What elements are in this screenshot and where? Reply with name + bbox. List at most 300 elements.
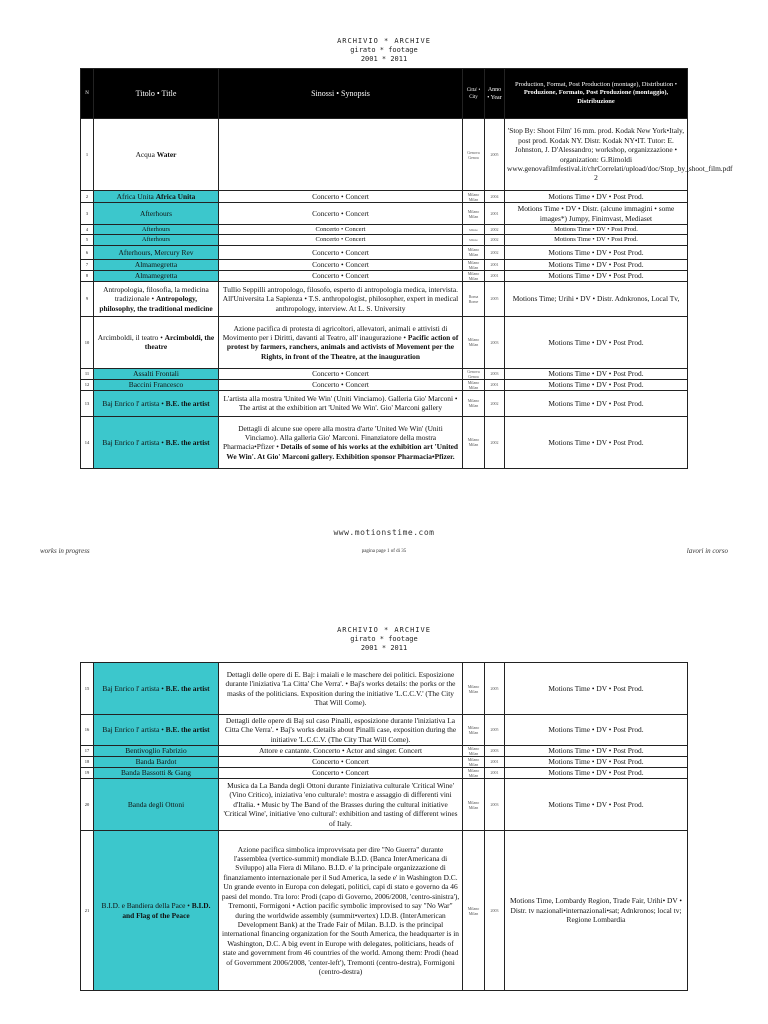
- row-synopsis: [219, 270, 463, 281]
- row-synopsis-text: Concerto • Concert: [312, 271, 369, 281]
- row-year-text: 2005: [490, 727, 499, 733]
- row-city-text: Milano Milan: [467, 398, 480, 409]
- row-synopsis: [219, 368, 463, 379]
- row-number-text: 7: [85, 262, 89, 268]
- row-title-text: Banda degli Ottoni: [127, 799, 185, 809]
- table-row: [81, 390, 688, 416]
- row-number-text: 17: [84, 748, 90, 754]
- row-city-text: Milano Milan: [467, 799, 480, 810]
- row-title-text: Baj Enrico l' artista •: [102, 437, 164, 447]
- row-city-text: Milano Milan: [467, 191, 480, 202]
- row-synopsis-english: Pacific action of protest by farmers, ranchers, animals and activists of Movement per the Rights, in front of the Theatre, at the inauguration: [226, 332, 459, 361]
- row-number: [81, 119, 94, 191]
- row-synopsis: [219, 831, 463, 991]
- col-synopsis-header: Sinossi • Synopsis: [219, 69, 463, 119]
- row-title-english: Antropology, philosophy, the traditional medicine: [99, 294, 213, 313]
- row-year: [485, 119, 505, 191]
- row-city: [463, 203, 485, 225]
- row-city-text: Milano Milan: [467, 379, 480, 390]
- row-number-text: 3: [85, 210, 89, 216]
- row-city: [463, 316, 485, 368]
- row-title: [94, 225, 219, 235]
- row-city-text: Milano Milan: [467, 905, 480, 916]
- row-city-text: Milano Milan: [467, 259, 480, 270]
- row-city: [463, 831, 485, 991]
- row-city: [463, 390, 485, 416]
- row-year-text: 2001: [490, 759, 499, 765]
- row-title-text: Almamegretta: [134, 271, 178, 281]
- row-title: [94, 390, 219, 416]
- row-production: [505, 379, 688, 390]
- row-city: [463, 779, 485, 831]
- row-title-english: Arcimboldi, the theatre: [144, 332, 215, 352]
- row-city: [463, 663, 485, 715]
- row-number: [81, 831, 94, 991]
- row-number-text: 11: [84, 371, 90, 377]
- row-number: [81, 379, 94, 390]
- col-city-header: Citta' • City: [463, 69, 485, 119]
- row-production: [505, 191, 688, 203]
- row-title-text: Banda Bassotti & Gang: [121, 768, 191, 778]
- row-production-text: Motions Time • DV • Post Prod.: [548, 799, 644, 809]
- row-year: [485, 768, 505, 779]
- row-year: [485, 779, 505, 831]
- row-city: [463, 757, 485, 768]
- row-year-text: 2003: [490, 907, 499, 913]
- row-year-text: 2005: [490, 151, 499, 157]
- row-production-text: 'Stop By: Shoot Film' 16 mm. prod. Kodak New York•Italy, post prod. Kodak NY. Distr. Kodak NY•IT. Tutor: E. Johnston, J. D'Alessandro; workshop, organizzazione • organization: G.Rimoldi www.genovafilmfestival.it/chrCorrelati/upload/doc/Stop_by_shoot_film.pdf 2: [507, 126, 733, 183]
- row-title-text: Afterhours, Mercury Rev: [118, 247, 194, 257]
- row-production: [505, 715, 688, 746]
- row-title-text: Baj Enrico l' artista •: [102, 683, 164, 693]
- row-title-text: Banda Bardot: [135, 757, 177, 767]
- row-production-text: Motions Time • DV • Post Prod.: [548, 757, 644, 767]
- row-number: [81, 245, 94, 259]
- table-row: [81, 259, 688, 270]
- row-title-text: Bentivoglio Fabrizio: [125, 746, 187, 756]
- table-row: [81, 191, 688, 203]
- row-city: [463, 235, 485, 245]
- row-year-text: 2002: [490, 249, 499, 255]
- row-production: [505, 270, 688, 281]
- table-header-row: [81, 69, 688, 119]
- archive-title: ARCHIVIO * ARCHIVE: [337, 37, 431, 45]
- row-production-text: Motions Time • DV • Post Prod.: [548, 768, 644, 778]
- col-number-header: N: [81, 69, 94, 119]
- row-year-text: 2001: [490, 382, 499, 388]
- row-synopsis-text: Concerto • Concert: [312, 768, 369, 778]
- row-production: [505, 203, 688, 225]
- row-number: [81, 416, 94, 468]
- row-number: [81, 390, 94, 416]
- row-production: [505, 225, 688, 235]
- row-production-text: Motions Time • DV • Post Prod.: [548, 369, 644, 379]
- row-production-text: Motions Time • DV • Post Prod.: [554, 225, 638, 233]
- row-city-text: Milano: [469, 238, 478, 243]
- row-title-text: B.I.D. e Bandiera della Pace •: [101, 901, 190, 911]
- col-production-label-bold: Produzione, Formato, Post Produzione (montaggio), Distribuzione: [523, 89, 669, 105]
- row-year: [485, 245, 505, 259]
- row-title-text: Africa Unita: [116, 191, 154, 201]
- row-city-text: Milano Milan: [467, 683, 480, 694]
- row-title-text: Baj Enrico l' artista •: [102, 725, 164, 735]
- row-title-text: Afterhours: [139, 208, 173, 218]
- table-row: [81, 368, 688, 379]
- table-row: [81, 715, 688, 746]
- row-title-text: Assalti Frontali: [133, 369, 179, 379]
- archive-header-page-2: [0, 626, 768, 653]
- row-number: [81, 779, 94, 831]
- row-synopsis: [219, 203, 463, 225]
- row-title: [94, 368, 219, 379]
- row-production-text: Motions Time • DV • Post Prod.: [548, 247, 644, 257]
- row-production: [505, 259, 688, 270]
- row-synopsis: [219, 416, 463, 468]
- row-year-text: 2001: [490, 262, 499, 268]
- row-year-text: 2003: [490, 371, 499, 377]
- archive-table-page-1: [80, 68, 733, 469]
- row-number: [81, 281, 94, 316]
- row-number: [81, 259, 94, 270]
- row-title: [94, 663, 219, 715]
- row-year-text: 2005: [490, 296, 499, 302]
- row-city-text: Genova Genoa: [467, 149, 480, 160]
- row-production: [505, 663, 688, 715]
- row-title-english: B.E. the artist: [165, 683, 210, 693]
- archive-header: [0, 37, 768, 64]
- row-city: [463, 379, 485, 390]
- row-number: [81, 225, 94, 235]
- row-city: [463, 259, 485, 270]
- row-synopsis-text: Azione pacifica di protesta di agricoltori, allevatori, animali e attivisti di Movimento per i Diritti, davanti al Teatro, all' inaugurazione •: [222, 323, 448, 342]
- row-year: [485, 746, 505, 757]
- row-year-text: 2001: [490, 273, 499, 279]
- row-year: [485, 270, 505, 281]
- table-row: [81, 416, 688, 468]
- row-year-text: 2001: [490, 770, 499, 776]
- row-year-text: 2002: [490, 237, 499, 243]
- row-synopsis: [219, 119, 463, 191]
- row-production-text: Motions Time • DV • Post Prod.: [548, 337, 644, 347]
- row-year-text: 2003: [490, 801, 499, 807]
- row-year-text: 2004: [490, 193, 499, 199]
- row-city-text: Roma Rome: [468, 293, 479, 304]
- row-title: [94, 203, 219, 225]
- row-synopsis: [219, 779, 463, 831]
- row-year: [485, 715, 505, 746]
- table-row: [81, 281, 688, 316]
- row-number-text: 1: [85, 151, 89, 157]
- row-city: [463, 281, 485, 316]
- table-row: [81, 746, 688, 757]
- row-city: [463, 270, 485, 281]
- row-title: [94, 779, 219, 831]
- row-year: [485, 225, 505, 235]
- row-number-text: 16: [84, 727, 90, 733]
- row-synopsis-text: Concerto • Concert: [312, 369, 369, 379]
- row-number: [81, 191, 94, 203]
- row-year-text: 2003: [490, 748, 499, 754]
- row-title-text: Arcimboldi, il teatro •: [97, 332, 163, 342]
- row-synopsis-text: Azione pacifica simbolica improvvisata per dire "No Guerra" durante l'assemblea (vertice-summit) mondiale B.I.D. (Banca InterAmericana di Sviluppo) alla Fiera di Milano. B.I.D. e' la principale organizzazione di finanziamento internazionale per il Sud America, la sede e' in Washington D.C. Un grande evento in Europa con delegati, politici, capi di stato e governo da 46 paesi del mondo. Tra loro: Prodi (capo di Governo, 2006/2008, 'centro-sinistra'), Tremonti, Formigoni • Action pacific symbolic improvised to say "No War" during the worldwide assembly (summit•vertex) I.D.B. (InterAmerican Development Bank) at the Trade Fair of Milan. B.I.D. is the principal international financing organization for the South America, the headquarter is in Washington, D.C. A big event in Europe with delegates, politicians, heads of state and government from 46 countries of the world. Among them: Prodi (head of Government 2006/2008, 'center-left'), Tremonti (centro-destra), Formigoni (centro-destra): [221, 844, 460, 976]
- row-city-text: Milano Milan: [467, 247, 480, 258]
- page-number: pagina page 1 of di 35: [361, 549, 407, 554]
- row-synopsis: [219, 259, 463, 270]
- row-synopsis: [219, 663, 463, 715]
- table-row: [81, 757, 688, 768]
- row-synopsis: [219, 768, 463, 779]
- row-title: [94, 831, 219, 991]
- row-synopsis-text: Concerto • Concert: [315, 225, 366, 233]
- row-title-text: Baccini Francesco: [128, 380, 184, 390]
- row-production: [505, 768, 688, 779]
- row-title: [94, 757, 219, 768]
- row-year-text: 2002: [490, 400, 499, 406]
- col-production-header: [505, 69, 688, 119]
- row-synopsis: [219, 316, 463, 368]
- row-number: [81, 368, 94, 379]
- row-synopsis: [219, 379, 463, 390]
- row-city-text: Milano Milan: [467, 746, 480, 756]
- footer-website: www.motionstime.com: [333, 528, 435, 537]
- row-number-text: 14: [84, 439, 90, 445]
- row-city-text: Milano Milan: [467, 725, 480, 735]
- row-synopsis-text: Dettagli delle opere di Baj sul caso Pinalli, esposizione durante l'iniziativa La Citta Che Verra'. • Baj's works details about Pinalli case, exposition during the initiative 'L.C.C.V. (The City That Will Come).: [224, 715, 457, 744]
- row-title-english: B.E. the artist: [165, 398, 210, 408]
- row-year: [485, 368, 505, 379]
- row-production-text: Motions Time • DV • Post Prod.: [548, 380, 644, 390]
- row-year-text: 2002: [490, 227, 499, 232]
- col-production-label: Production, Format, Post Production (montage), Distribution •: [514, 80, 678, 88]
- row-year-text: 2005: [490, 685, 499, 691]
- row-number: [81, 270, 94, 281]
- row-number: [81, 746, 94, 757]
- row-title: [94, 416, 219, 468]
- row-title-english: B.I.D. and Flag of the Peace: [122, 901, 211, 920]
- row-synopsis: [219, 390, 463, 416]
- archive-subtitle: girato * footage: [350, 635, 418, 643]
- row-title: [94, 191, 219, 203]
- row-number-text: 2: [85, 193, 89, 199]
- row-title: [94, 746, 219, 757]
- row-production: [505, 281, 688, 316]
- row-title: [94, 768, 219, 779]
- row-number-text: 10: [84, 339, 90, 345]
- row-year: [485, 191, 505, 203]
- row-number-text: 15: [84, 685, 90, 691]
- col-year-header: Anno • Year: [485, 69, 505, 119]
- row-year: [485, 663, 505, 715]
- row-year: [485, 379, 505, 390]
- row-title-text: Almamegretta: [134, 260, 178, 270]
- table-row: [81, 779, 688, 831]
- row-number-text: 6: [85, 249, 89, 255]
- row-number-text: 8: [85, 273, 89, 279]
- row-production-text: Motions Time • DV • Post Prod.: [548, 683, 644, 693]
- col-title-header: Titolo • Title: [94, 69, 219, 119]
- row-production: [505, 746, 688, 757]
- row-title: [94, 259, 219, 270]
- row-city-text: Milano: [469, 227, 478, 232]
- row-city-text: Milano Milan: [467, 270, 480, 281]
- row-title: [94, 119, 219, 191]
- row-production: [505, 245, 688, 259]
- row-title: [94, 316, 219, 368]
- row-title-english: B.E. the artist: [165, 725, 210, 735]
- row-city-text: Milano Milan: [467, 208, 480, 219]
- row-title-english: Africa Unita: [155, 191, 196, 201]
- archive-years: 2001 * 2011: [360, 644, 408, 652]
- row-number: [81, 715, 94, 746]
- row-number: [81, 757, 94, 768]
- footer-left-note: works in progress: [40, 547, 90, 555]
- row-synopsis: [219, 281, 463, 316]
- row-synopsis: [219, 235, 463, 245]
- row-production: [505, 390, 688, 416]
- archive-table-page-2: [80, 662, 688, 991]
- row-city: [463, 225, 485, 235]
- row-synopsis: [219, 715, 463, 746]
- row-synopsis-text: Attore e cantante. Concerto • Actor and singer. Concert: [258, 746, 423, 756]
- row-production-text: Motions Time, Lombardy Region, Trade Fair, Urihi• DV • Distr. tv nazionali•internazionali•sat; Adnkronos; local tv; Regione Lombardia: [509, 896, 683, 925]
- row-city: [463, 768, 485, 779]
- row-synopsis-text: Concerto • Concert: [312, 380, 369, 390]
- row-city: [463, 191, 485, 203]
- archive-title: ARCHIVIO * ARCHIVE: [337, 626, 431, 634]
- row-production: [505, 316, 688, 368]
- row-number-text: 4: [85, 227, 89, 232]
- row-number-text: 9: [85, 296, 89, 302]
- row-city: [463, 416, 485, 468]
- row-synopsis-text: Concerto • Concert: [312, 247, 369, 257]
- row-year: [485, 416, 505, 468]
- table-row: [81, 119, 688, 191]
- row-city-text: Milano Milan: [467, 757, 480, 767]
- row-number-text: 13: [84, 400, 90, 406]
- archive-years: 2001 * 2011: [360, 55, 408, 63]
- row-title: [94, 245, 219, 259]
- row-production-text: Motions Time • DV • Post Prod.: [548, 746, 644, 756]
- row-production: [505, 119, 733, 191]
- row-title: [94, 715, 219, 746]
- row-title-text: Antropologia, filosofia, la medicina tradizionale •: [103, 284, 209, 304]
- row-title-text: Acqua: [135, 149, 155, 159]
- row-production-text: Motions Time • DV • Post Prod.: [554, 236, 638, 244]
- row-synopsis-text: Dettagli delle opere di E. Baj: i maiali e le maschere dei politici. Esposizione durante l'iniziativa 'La Citta' Che Verra'. • Baj's works details: the porks or the masks of the politicians. Exposition during the initiative 'L.C.C.V.' (The City That Will Come).: [225, 669, 456, 707]
- table-row: [81, 245, 688, 259]
- row-synopsis: [219, 225, 463, 235]
- row-year: [485, 390, 505, 416]
- row-city-text: Milano Milan: [467, 337, 480, 348]
- row-synopsis-text: Concerto • Concert: [312, 191, 369, 201]
- row-number: [81, 663, 94, 715]
- row-title: [94, 281, 219, 316]
- row-year-text: 2002: [490, 439, 499, 445]
- row-title-english: B.E. the artist: [165, 437, 210, 447]
- row-synopsis: [219, 191, 463, 203]
- row-year: [485, 259, 505, 270]
- row-year: [485, 203, 505, 225]
- row-synopsis: [219, 757, 463, 768]
- row-production: [505, 831, 688, 991]
- row-city-text: Genova Genoa: [467, 368, 480, 379]
- row-year: [485, 281, 505, 316]
- row-synopsis-text: Concerto • Concert: [312, 757, 369, 767]
- row-year-text: 2003: [490, 339, 499, 345]
- footer-right-note: lavori in corso: [686, 547, 728, 555]
- table-row: [81, 379, 688, 390]
- table-row: [81, 203, 688, 225]
- row-number-text: 18: [84, 759, 90, 765]
- row-production-text: Motions Time • DV • Post Prod.: [548, 398, 644, 408]
- row-synopsis-text: Concerto • Concert: [315, 236, 366, 244]
- row-title: [94, 270, 219, 281]
- table-row: [81, 235, 688, 245]
- row-title-text: Afterhours: [141, 236, 171, 244]
- row-year: [485, 757, 505, 768]
- row-city: [463, 746, 485, 757]
- row-number-text: 12: [84, 382, 90, 388]
- row-production-text: Motions Time • DV • Post Prod.: [548, 437, 644, 447]
- row-production: [505, 368, 688, 379]
- row-title-text: Afterhours: [141, 225, 171, 233]
- row-production-text: Motions Time; Urihi • DV • Distr. Adnkronos, Local Tv,: [512, 294, 680, 304]
- row-number: [81, 316, 94, 368]
- row-number-text: 20: [84, 801, 90, 807]
- row-synopsis: [219, 746, 463, 757]
- row-title-text: Baj Enrico l' artista •: [102, 398, 164, 408]
- row-title: [94, 379, 219, 390]
- row-production: [505, 779, 688, 831]
- row-number: [81, 768, 94, 779]
- row-production: [505, 235, 688, 245]
- row-synopsis-text: Concerto • Concert: [312, 260, 369, 270]
- row-year: [485, 831, 505, 991]
- table-row: [81, 225, 688, 235]
- row-synopsis-english: Details of some of his works at the exhibition art 'United We Win'. At Gio' Marconi gallery. Exhibition sponsor Pharmacia•Pfizer.: [226, 442, 459, 461]
- row-production-text: Motions Time • DV • Post Prod.: [548, 725, 644, 735]
- row-year: [485, 316, 505, 368]
- row-production-text: Motions Time • DV • Post Prod.: [548, 260, 644, 270]
- row-city: [463, 368, 485, 379]
- table-row: [81, 270, 688, 281]
- row-synopsis-text: Tullio Seppilli antropologo, filosofo, esperto di antropologia medica, intervista. All'Universita La Sapienza • T.S. anthropologist, philosopher, expert in medical anthropology, interview. At L. S. University: [222, 284, 459, 313]
- row-synopsis: [219, 245, 463, 259]
- row-number: [81, 235, 94, 245]
- row-production-text: Motions Time • DV • Post Prod.: [548, 271, 644, 281]
- row-title-english: Water: [156, 149, 177, 159]
- table-row: [81, 663, 688, 715]
- row-number-text: 21: [84, 907, 90, 913]
- row-year: [485, 235, 505, 245]
- row-city: [463, 715, 485, 746]
- table-row: [81, 316, 688, 368]
- row-city-text: Milano Milan: [467, 437, 480, 448]
- row-production-text: Motions Time • DV • Distr. (alcune immagini • some images*) Jumpy, Finimvast, Mediaset: [517, 204, 675, 223]
- row-synopsis-text: Musica da La Banda degli Ottoni durante l'iniziativa culturale 'Critical Wine' (Vino Critico), iniziativa 'eno culturale': mostra e assaggio di differenti vini d'Italia. • Music by The Band of the Brasses during the cultural initiative 'Critical Wine', initiative 'eno cultural': exhibition and tasting of different wines of Italy.: [223, 780, 458, 828]
- row-city-text: Milano Milan: [467, 768, 480, 778]
- row-synopsis-text: Dettagli di alcune sue opere alla mostra d'arte 'United We Win' (Uniti Vinciamo). Alla galleria Gio' Marconi. Finanziatore della mostra Pharmacia•Pfizer •: [222, 423, 443, 452]
- row-synopsis-text: L'artista alla mostra 'United We Win' (Uniti Vinciamo). Galleria Gio' Marconi • The artist at the exhibition art 'United We Win'. Gio' Marconi gallery: [223, 393, 458, 413]
- row-number-text: 5: [85, 237, 89, 243]
- row-city: [463, 119, 485, 191]
- row-production-text: Motions Time • DV • Post Prod.: [548, 191, 644, 201]
- row-year-text: 2001: [490, 210, 499, 216]
- row-title: [94, 235, 219, 245]
- table-row: [81, 831, 688, 991]
- row-production: [505, 757, 688, 768]
- row-number: [81, 203, 94, 225]
